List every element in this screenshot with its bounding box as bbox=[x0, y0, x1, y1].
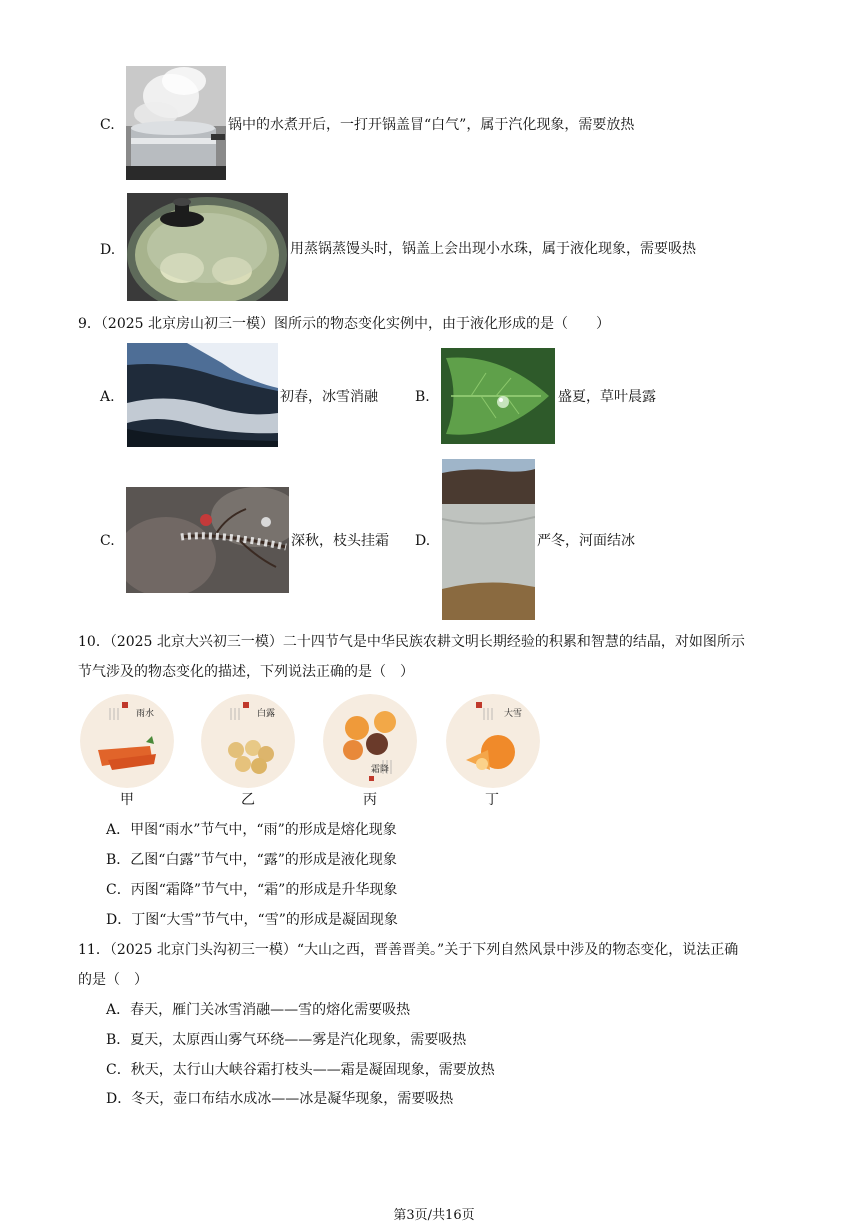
steamer-lid-droplets-photo bbox=[127, 193, 288, 301]
figure-label-bing: 丙 bbox=[363, 792, 377, 808]
figure-label-yi: 乙 bbox=[241, 792, 255, 808]
q11-option-c: C．秋天，太行山大峡谷霜打枝头——霜是凝固现象，需要放热 bbox=[106, 1062, 495, 1078]
frozen-river-photo bbox=[442, 459, 535, 620]
q10-option-d: D．丁图“大雪”节气中，“雪”的形成是凝固现象 bbox=[106, 912, 398, 928]
q10-stem-line2: 节气涉及的物态变化的描述，下列说法正确的是（ ） bbox=[78, 664, 414, 680]
q11-stem-line1: 11．（2025 北京门头沟初三一模）“大山之西，晋善晋美。”关于下列自然风景中涉及的物态变化，说法正确 bbox=[78, 942, 739, 958]
q9-option-a-text: 初春，冰雪消融 bbox=[280, 389, 378, 405]
q9-option-d-text: 严冬，河面结冰 bbox=[537, 533, 635, 549]
q8-option-c-letter: C. bbox=[100, 117, 115, 133]
steaming-pot-photo bbox=[126, 66, 226, 180]
solar-term-figure-ding bbox=[446, 694, 540, 788]
q9-option-b-text: 盛夏，草叶晨露 bbox=[558, 389, 656, 405]
solar-term-figure-yi bbox=[201, 694, 295, 788]
melting-ice-photo bbox=[127, 343, 278, 447]
q10-stem-line1: 10．（2025 北京大兴初三一模）二十四节气是中华民族农耕文明长期经验的积累和智慧的结晶，对如图所示 bbox=[78, 634, 745, 650]
q9-stem: 9．（2025 北京房山初三一模）图所示的物态变化实例中，由于液化形成的是（ ） bbox=[78, 316, 610, 332]
q8-option-d-letter: D. bbox=[100, 242, 116, 258]
q9-option-d-letter: D. bbox=[415, 533, 431, 549]
figure-label-jia: 甲 bbox=[120, 792, 134, 808]
q9-option-b-letter: B. bbox=[415, 389, 430, 405]
q11-option-d: D．冬天，壶口布结水成冰——冰是凝华现象，需要吸热 bbox=[106, 1091, 454, 1107]
seal-text-bing: 霜降 bbox=[371, 765, 390, 775]
solar-term-figure-jia bbox=[80, 694, 174, 788]
page-number: 第3页/共16页 bbox=[393, 1208, 475, 1223]
seal-text-jia: 雨水 bbox=[136, 709, 155, 719]
q11-stem-line2: 的是（ ） bbox=[78, 972, 148, 988]
q11-option-b: B．夏天，太原西山雾气环绕——雾是汽化现象，需要吸热 bbox=[106, 1032, 467, 1048]
figure-label-ding: 丁 bbox=[485, 792, 499, 808]
seal-text-yi: 白露 bbox=[257, 709, 276, 719]
q11-option-a: A．春天，雁门关冰雪消融——雪的熔化需要吸热 bbox=[106, 1002, 411, 1018]
seal-text-ding: 大雪 bbox=[504, 709, 523, 719]
q8-option-d-text: 用蒸锅蒸馒头时，锅盖上会出现小水珠，属于液化现象，需要吸热 bbox=[290, 241, 696, 257]
q9-option-a-letter: A. bbox=[100, 389, 115, 405]
q10-option-b: B．乙图“白露”节气中，“露”的形成是液化现象 bbox=[106, 852, 397, 868]
dew-on-leaf-photo bbox=[441, 348, 555, 444]
frost-on-branch-photo bbox=[126, 487, 289, 593]
q9-option-c-text: 深秋，枝头挂霜 bbox=[291, 533, 389, 549]
q9-option-c-letter: C. bbox=[100, 533, 115, 549]
solar-term-figure-bing bbox=[323, 694, 417, 788]
q10-option-a: A．甲图“雨水”节气中，“雨”的形成是熔化现象 bbox=[106, 822, 397, 838]
q8-option-c-text: 锅中的水煮开后，一打开锅盖冒“白气”，属于汽化现象，需要放热 bbox=[228, 117, 635, 133]
q10-option-c: C．丙图“霜降”节气中，“霜”的形成是升华现象 bbox=[106, 882, 398, 898]
